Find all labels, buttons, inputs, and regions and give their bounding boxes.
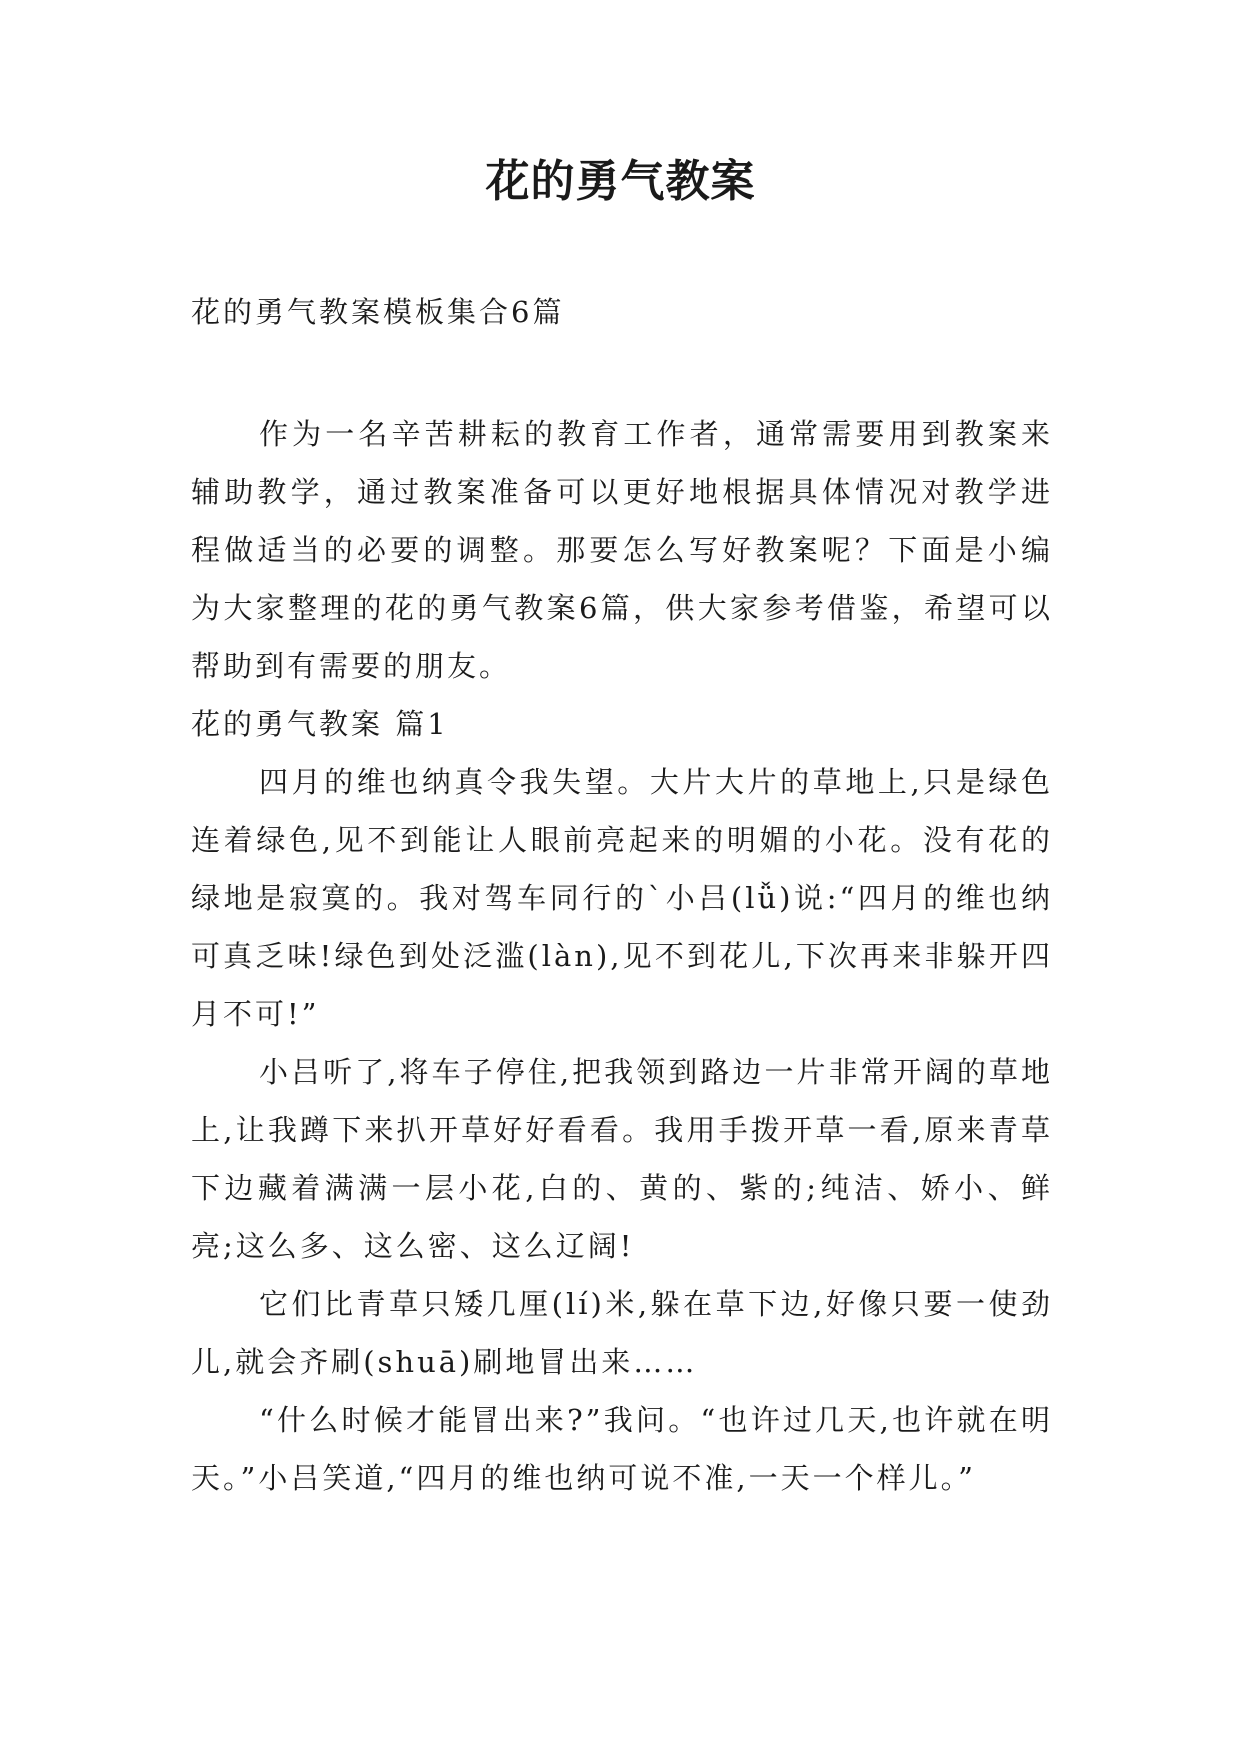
document-subtitle: 花的勇气教案模板集合6篇: [191, 295, 565, 329]
body-paragraph: 四月的维也纳真令我失望。大片大片的草地上,只是绿色连着绿色,见不到能让人眼前亮起来的明媚的小花。没有花的绿地是寂寞的。我对驾车同行的`小吕(lǚ)说:“四月的维也纳可真乏味!绿色到处泛滥(làn),见不到花儿,下次再来非躲开四月不可!”: [191, 765, 1053, 1031]
document-body: [191, 405, 1053, 1507]
body-paragraph: 小吕听了,将车子停住,把我领到路边一片非常开阔的草地上,让我蹲下来扒开草好好看看。我用手拨开草一看,原来青草下边藏着满满一层小花,白的、黄的、紫的;纯洁、娇小、鲜亮;这么多、这么密、这么辽阔!: [191, 1055, 1053, 1263]
document-title: 花的勇气教案: [485, 156, 756, 207]
intro-paragraph: 作为一名辛苦耕耘的教育工作者，通常需要用到教案来辅助教学，通过教案准备可以更好地根据具体情况对教学进程做适当的必要的调整。那要怎么写好教案呢？下面是小编为大家整理的花的勇气教案6篇，供大家参考借鉴，希望可以帮助到有需要的朋友。: [191, 417, 1053, 683]
body-paragraph: “什么时候才能冒出来?”我问。“也许过几天,也许就在明天。”小吕笑道,“四月的维也纳可说不准,一天一个样儿。”: [191, 1403, 1053, 1495]
section-heading: 花的勇气教案 篇1: [191, 707, 449, 741]
body-paragraph: 它们比青草只矮几厘(lí)米,躲在草下边,好像只要一使劲儿,就会齐刷(shuā)刷地冒出来……: [191, 1287, 1053, 1379]
